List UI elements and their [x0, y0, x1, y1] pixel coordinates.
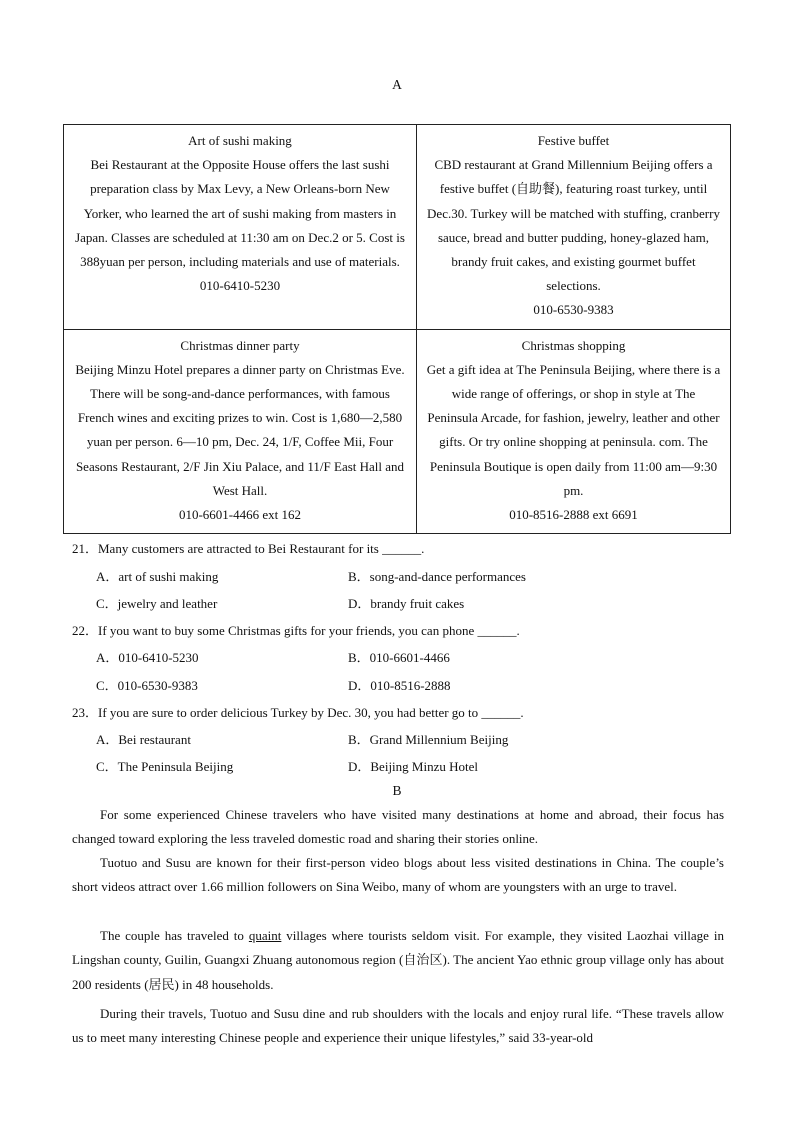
option-22-c: C．010-6530-9383: [96, 678, 198, 693]
ad-body: Get a gift idea at The Peninsula Beijing, where there is a wide range of offerings, or shop in style at The Peninsula Arcade, for fashion, jewelry, leather and other gifts. Or try online shopping at peninsula. com. The Peninsula Boutique is open daily from 11:00 am—9:30 pm.: [426, 361, 721, 498]
passage-paragraph-2: Tuotuo and Susu are known for their first-person video blogs about less visited destinations in China. The couple’s short videos attract over 1.66 million followers on Sina Weibo, many of whom are youngsters with an urge to travel.: [72, 855, 724, 895]
section-b-heading: B: [392, 783, 402, 798]
ad-title: Festive buffet: [537, 133, 610, 148]
ad-title: Christmas shopping: [521, 337, 626, 353]
paragraph-3-rest: villages where tourists seldom visit. For example, they visited Laozhai village in Lingshan county, Guilin, Guangxi Zhuang autonomous region (自治区). The ancient Yao ethnic group village only has about 200 residents (居民) in 48 households.: [72, 928, 724, 992]
ad-christmas-dinner: [64, 329, 417, 534]
option-22-a: A．010-6410-5230: [96, 650, 199, 665]
ad-phone: 010-8516-2888 ext 6691: [509, 507, 638, 523]
option-21-b: B．song-and-dance performances: [348, 569, 526, 584]
option-22-b: B．010-6601-4466: [348, 650, 450, 665]
passage-paragraph-4: During their travels, Tuotuo and Susu dine and rub shoulders with the locals and enjoy rural life. “These travels allow us to meet many interesting Chinese people and experience their unique lifestyles,” said 33-year-old: [72, 1006, 724, 1046]
question-22: 22．If you want to buy some Christmas gifts for your friends, you can phone ______.: [72, 623, 520, 638]
option-23-c: C．The Peninsula Beijing: [96, 759, 234, 774]
ad-phone: 010-6410-5230: [199, 278, 281, 294]
ad-festive-buffet: [417, 125, 731, 330]
question-23: 23．If you are sure to order delicious Turkey by Dec. 30, you had better go to ______.: [72, 705, 524, 720]
option-23-d: D．Beijing Minzu Hotel: [348, 759, 478, 774]
passage-paragraph-3: [72, 924, 724, 997]
passage-paragraph-1: For some experienced Chinese travelers who have visited many destinations at home and abroad, their focus has changed toward exploring the less traveled domestic road and sharing their stories online.: [72, 807, 724, 847]
underlined-word-quaint: quaint: [248, 928, 282, 943]
section-a-heading: A: [392, 77, 402, 92]
advertisement-table: [63, 124, 731, 534]
ad-body: Bei Restaurant at the Opposite House offers the last sushi preparation class by Max Levy, a New Orleans-born New Yorker, who learned the art of sushi making from masters in Japan. Classes are scheduled at 11:30 am on Dec.2 or 5. Cost is 388yuan per person, including materials and use of materials.: [75, 157, 405, 270]
ad-christmas-shopping: [417, 329, 731, 534]
ad-sushi-making: [64, 125, 417, 330]
option-21-a: A．art of sushi making: [96, 569, 219, 584]
ad-phone: 010-6601-4466 ext 162: [178, 507, 302, 523]
ad-title: Christmas dinner party: [180, 337, 300, 353]
option-21-d: D．brandy fruit cakes: [348, 596, 465, 611]
ad-title: Art of sushi making: [188, 133, 292, 148]
ad-body: Beijing Minzu Hotel prepares a dinner party on Christmas Eve. There will be song-and-dance performances, with famous French wines and exciting prizes to win. Cost is 1,680—2,580 yuan per person. 6—10 pm, Dec. 24, 1/F, Coffee Mii, Four Seasons Restaurant, 2/F Jin Xiu Palace, and 11/F East Hall and West Hall.: [75, 361, 405, 498]
option-23-b: B．Grand Millennium Beijing: [348, 732, 509, 747]
paragraph-3-start: The couple has traveled to: [100, 928, 249, 943]
option-21-c: C．jewelry and leather: [96, 596, 218, 611]
ad-phone: 010-6530-9383: [533, 302, 614, 318]
ad-body: CBD restaurant at Grand Millennium Beijing offers a festive buffet (自助餐), featuring roast turkey, until Dec.30. Turkey will be matched with stuffing, cranberry sauce, bread and butter pudding, honey-glazed ham, brandy fruit cakes, and existing gourmet buffet selections.: [427, 157, 720, 294]
option-23-a: A．Bei restaurant: [96, 732, 191, 747]
question-21: 21．Many customers are attracted to Bei Restaurant for its ______.: [72, 541, 425, 556]
option-22-d: D．010-8516-2888: [348, 678, 451, 693]
